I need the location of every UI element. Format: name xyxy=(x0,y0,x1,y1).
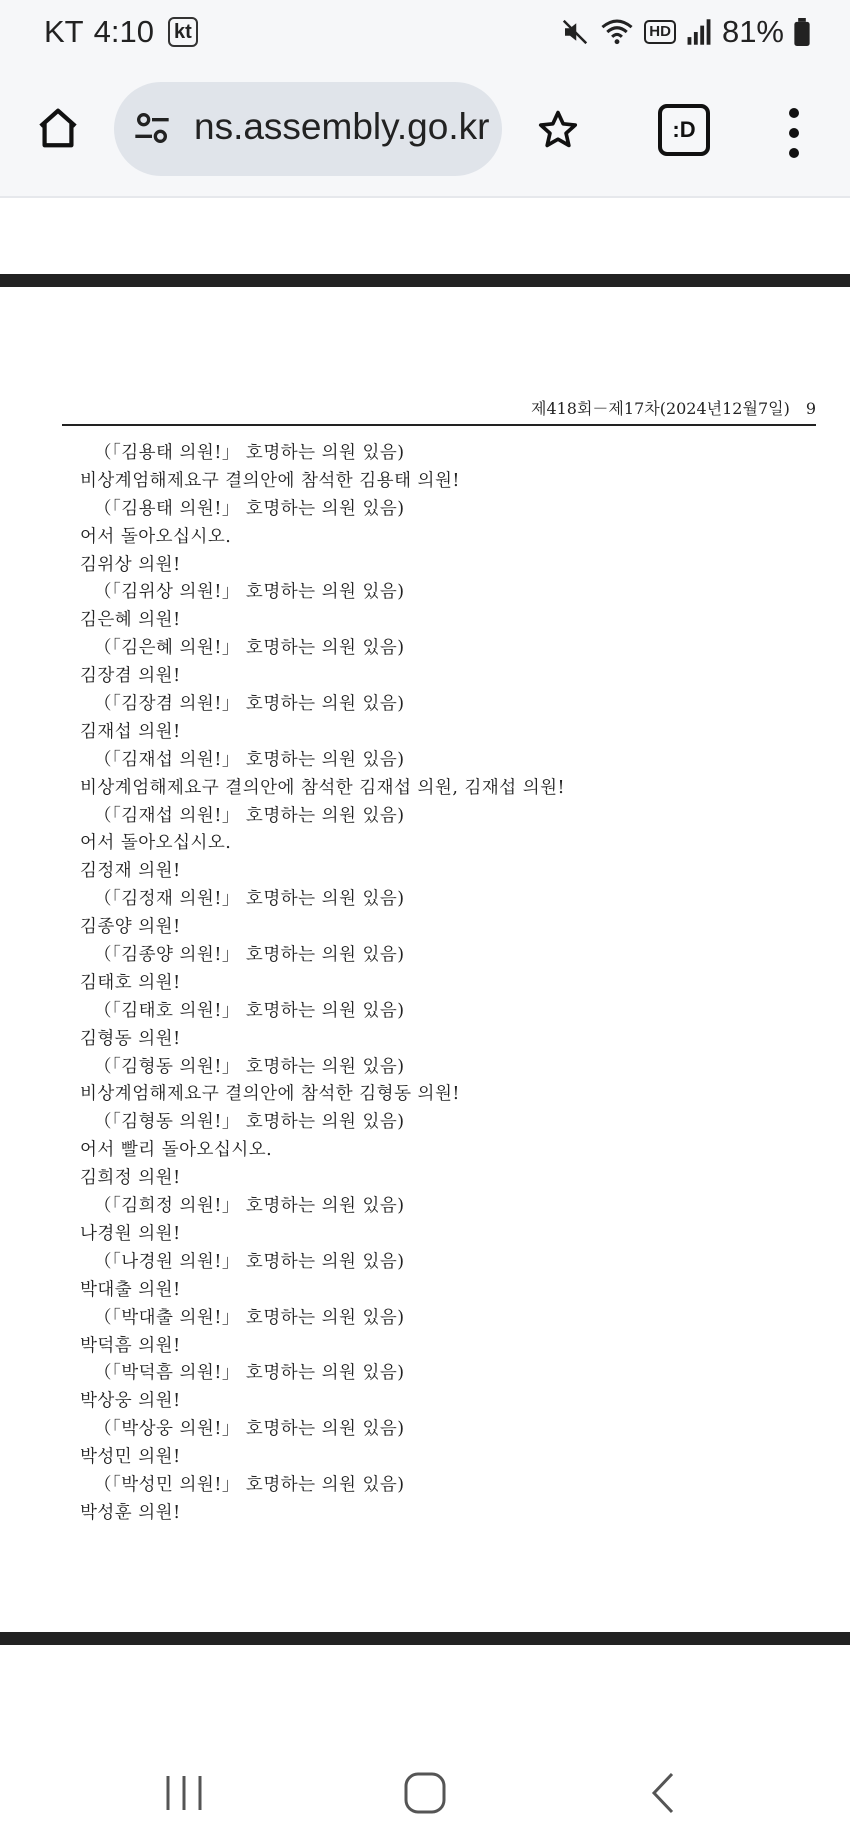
mute-icon xyxy=(560,17,590,47)
speech-line: 박대출 의원! xyxy=(80,1279,181,1300)
stage-direction-line: （「김태호 의원!」 호명하는 의원 있음) xyxy=(94,1000,405,1021)
home-button[interactable] xyxy=(30,100,86,156)
speech-line: 김희정 의원! xyxy=(80,1168,181,1189)
speech-line: 김재섭 의원! xyxy=(80,721,181,742)
tune-icon[interactable] xyxy=(132,108,172,148)
menu-dot xyxy=(789,108,799,118)
clock: 4:10 xyxy=(93,14,154,49)
home-icon xyxy=(35,105,81,151)
stage-direction-line: （「김재섭 의원!」 호명하는 의원 있음) xyxy=(94,805,405,826)
speech-line: 어서 돌아오십시오. xyxy=(80,526,232,547)
speech-line: 김태호 의원! xyxy=(80,972,181,993)
status-right xyxy=(560,14,810,50)
page-header: 제418회－제17차(2024년12월7일) 9 xyxy=(530,399,816,418)
stage-direction-line: （「나경원 의원!」 호명하는 의원 있음) xyxy=(94,1251,405,1272)
system-nav-bar xyxy=(0,1740,850,1842)
carrier-badge-icon: kt xyxy=(168,17,198,47)
stage-direction-line: （「김종양 의원!」 호명하는 의원 있음) xyxy=(94,945,405,966)
recent-apps-icon[interactable] xyxy=(154,1768,214,1818)
stage-direction-line: （「김재섭 의원!」 호명하는 의원 있음) xyxy=(94,749,405,770)
speech-line: 김정재 의원! xyxy=(80,861,181,882)
speech-line: 어서 돌아오십시오. xyxy=(80,833,232,854)
browser-toolbar xyxy=(0,70,850,198)
address-bar[interactable] xyxy=(114,82,502,176)
stage-direction-line: （「김형동 의원!」 호명하는 의원 있음) xyxy=(94,1112,405,1133)
speech-line: 김은혜 의원! xyxy=(80,610,181,631)
speech-line: 김형동 의원! xyxy=(80,1028,181,1049)
stage-direction-line: （「박덕흠 의원!」 호명하는 의원 있음) xyxy=(94,1363,405,1384)
tab-switcher-icon[interactable]: :D xyxy=(658,104,710,156)
url-text[interactable] xyxy=(194,106,494,148)
hd-voice-icon: HD xyxy=(644,20,676,44)
page-separator-bottom xyxy=(0,1632,850,1645)
nav-home-icon[interactable] xyxy=(396,1768,456,1818)
speech-line: 김위상 의원! xyxy=(80,554,181,575)
url-value: ns.assembly.go.kr xyxy=(194,106,490,147)
carrier-name: KT xyxy=(44,14,84,49)
header-rule xyxy=(62,424,816,426)
stage-direction-line: （「김용태 의원!」 호명하는 의원 있음) xyxy=(94,498,405,519)
stage-direction-line: （「김장겸 의원!」 호명하는 의원 있음) xyxy=(94,694,405,715)
stage-direction-line: （「박대출 의원!」 호명하는 의원 있음) xyxy=(94,1307,405,1328)
star-icon[interactable] xyxy=(536,108,580,152)
speech-line: 박성민 의원! xyxy=(80,1447,181,1468)
speech-line: 어서 빨리 돌아오십시오. xyxy=(80,1140,273,1161)
speech-line: 김종양 의원! xyxy=(80,917,181,938)
stage-direction-line: （「김위상 의원!」 호명하는 의원 있음) xyxy=(94,582,405,603)
back-icon[interactable] xyxy=(636,1768,696,1818)
battery-icon xyxy=(794,18,810,46)
status-left xyxy=(44,14,198,50)
stage-direction-line: （「김용태 의원!」 호명하는 의원 있음) xyxy=(94,443,405,463)
speech-line: 비상계엄해제요구 결의안에 참석한 김재섭 의원, 김재섭 의원! xyxy=(80,777,566,798)
menu-dot xyxy=(789,148,799,158)
wifi-icon xyxy=(600,17,634,47)
speech-line: 나경원 의원! xyxy=(80,1223,181,1244)
stage-direction-line: （「박상웅 의원!」 호명하는 의원 있음) xyxy=(94,1419,405,1440)
status-bar xyxy=(0,0,850,70)
page-separator-top xyxy=(0,274,850,287)
stage-direction-line: （「김희정 의원!」 호명하는 의원 있음) xyxy=(94,1196,405,1217)
speech-line: 김장겸 의원! xyxy=(80,666,181,687)
more-vert-icon[interactable] xyxy=(784,108,804,158)
speech-line: 비상계엄해제요구 결의안에 참석한 김용태 의원! xyxy=(80,470,460,491)
signal-icon xyxy=(686,18,712,46)
battery-percent: 81% xyxy=(721,14,784,49)
speech-line: 비상계엄해제요구 결의안에 참석한 김형동 의원! xyxy=(80,1084,460,1105)
stage-direction-line: （「박성민 의원!」 호명하는 의원 있음) xyxy=(94,1474,405,1495)
stage-direction-line: （「김정재 의원!」 호명하는 의원 있음) xyxy=(94,889,405,910)
speech-line: 박성훈 의원! xyxy=(80,1502,181,1523)
stage-direction-line: （「김은혜 의원!」 호명하는 의원 있음) xyxy=(94,638,405,659)
transcript-body xyxy=(80,440,820,1528)
stage-direction-line: （「김형동 의원!」 호명하는 의원 있음) xyxy=(94,1056,405,1077)
menu-dot xyxy=(789,128,799,138)
speech-line: 박상웅 의원! xyxy=(80,1391,181,1412)
speech-line: 박덕흠 의원! xyxy=(80,1335,181,1356)
